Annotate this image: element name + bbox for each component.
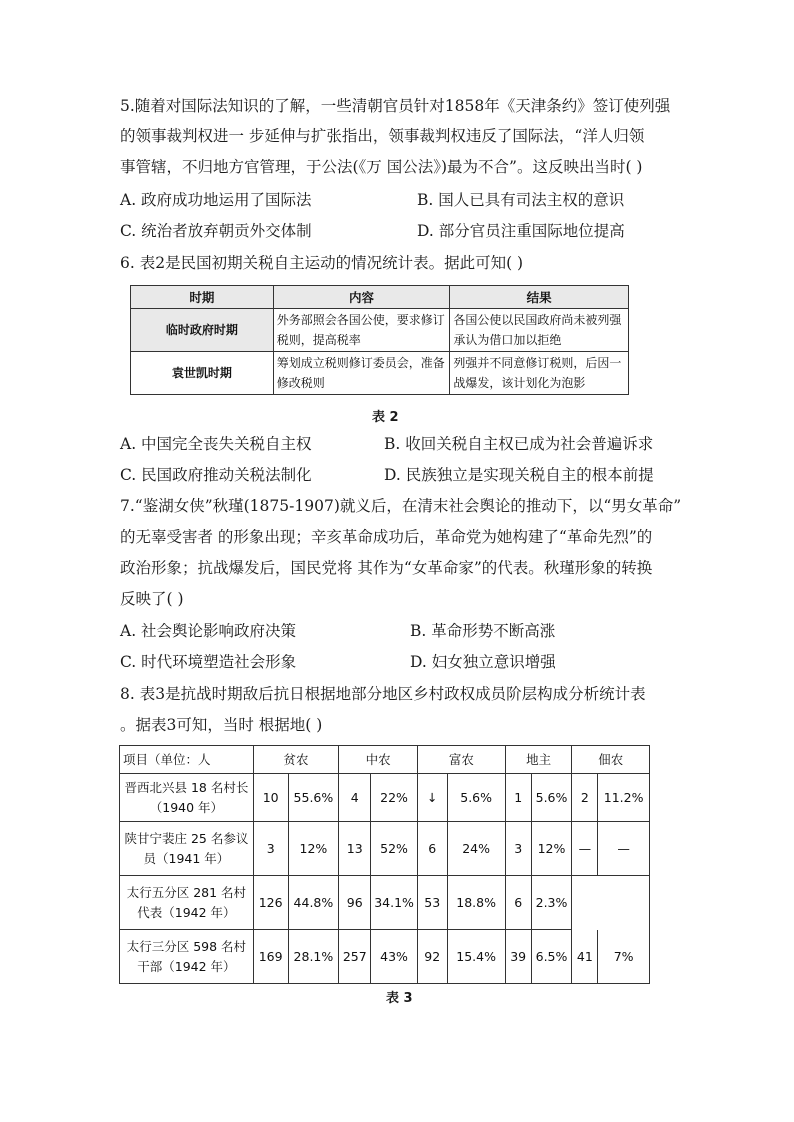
table-cell: 41	[572, 930, 598, 984]
table-cell: 12%	[531, 822, 572, 876]
table-cell: 6	[417, 822, 447, 876]
table-cell: 6.5%	[531, 930, 572, 984]
table-cell: 53	[417, 876, 447, 930]
table-cell: 1	[505, 774, 531, 822]
table-cell: 43%	[371, 930, 418, 984]
table-cell: 11.2%	[598, 774, 650, 822]
table-cell: 39	[505, 930, 531, 984]
q5-option-d[interactable]: D. 部分官员注重国际地位提高	[417, 222, 625, 240]
table-cell: 6	[505, 876, 531, 930]
table-2-result: 各国公使以民国政府尚未被列强承认为借口加以拒绝	[450, 309, 629, 352]
table-3-header-landlord: 地主	[505, 746, 572, 774]
q8-stem-line-2: 。据表3可知，当时 根据地( )	[120, 716, 323, 734]
table-cell: —	[598, 822, 650, 876]
table-row	[120, 930, 650, 984]
table-cell: 96	[339, 876, 371, 930]
table-3-item: 太行五分区 281 名村代表（1942 年）	[120, 876, 254, 930]
table-row	[120, 876, 650, 930]
table-cell: 44.8%	[288, 876, 339, 930]
q6-option-b[interactable]: B. 收回关税自主权已成为社会普遍诉求	[384, 435, 654, 453]
table-cell: 13	[339, 822, 371, 876]
table-2-content: 外务部照会各国公使，要求修订税则，提高税率	[273, 309, 450, 352]
table-cell: 12%	[288, 822, 339, 876]
table-cell: 24%	[447, 822, 505, 876]
table-3-caption: 表 3	[386, 991, 413, 1006]
table-2	[130, 285, 629, 395]
q7-stem-line-2: 的无辜受害者 的形象出现；辛亥革命成功后，革命党为她构建了“革命先烈”的	[120, 528, 653, 546]
table-3	[119, 745, 650, 984]
table-cell: 2	[572, 774, 598, 822]
table-2-period: 临时政府时期	[131, 309, 274, 352]
q5-option-a[interactable]: A. 政府成功地运用了国际法	[120, 191, 312, 209]
table-3-header-middle: 中农	[339, 746, 418, 774]
table-cell: ↓	[417, 774, 447, 822]
table-cell: 5.6%	[531, 774, 572, 822]
table-cell: 10	[253, 774, 288, 822]
q5-stem-line-1: 5.随着对国际法知识的了解，一些清朝官员针对1858年《天津条约》签订使列强	[120, 97, 671, 115]
table-cell: 169	[253, 930, 288, 984]
q5-option-c[interactable]: C. 统治者放弃朝贡外交体制	[120, 222, 312, 240]
table-cell: 52%	[371, 822, 418, 876]
table-cell	[572, 876, 598, 930]
q6-stem: 6. 表2是民国初期关税自主运动的情况统计表。据此可知( )	[120, 254, 524, 272]
table-3-item: 晋西北兴县 18 名村长（1940 年）	[120, 774, 254, 822]
table-3-header-rich: 富农	[417, 746, 505, 774]
table-cell: 18.8%	[447, 876, 505, 930]
q7-option-b[interactable]: B. 革命形势不断高涨	[410, 622, 556, 640]
table-3-header-row	[120, 746, 650, 774]
q7-option-d[interactable]: D. 妇女独立意识增强	[410, 653, 556, 671]
table-cell: 15.4%	[447, 930, 505, 984]
table-row	[120, 822, 650, 876]
table-2-result: 列强并不同意修订税则，后因一战爆发，该计划化为泡影	[450, 352, 629, 395]
table-cell	[598, 876, 650, 930]
table-row	[131, 309, 629, 352]
q7-option-a[interactable]: A. 社会舆论影响政府决策	[120, 622, 297, 640]
table-2-caption: 表 2	[372, 410, 399, 425]
table-cell: 22%	[371, 774, 418, 822]
table-cell: 257	[339, 930, 371, 984]
table-cell: 28.1%	[288, 930, 339, 984]
q7-stem-line-1: 7.“鉴湖女侠”秋瑾(1875-1907)就义后，在清末社会舆论的推动下，以“男女革命”	[120, 497, 682, 515]
table-cell: 55.6%	[288, 774, 339, 822]
table-cell: 2.3%	[531, 876, 572, 930]
q6-option-c[interactable]: C. 民国政府推动关税法制化	[120, 466, 312, 484]
q7-stem-line-3: 政治形象；抗战爆发后，国民党将 其作为“女革命家”的代表。秋瑾形象的转换	[120, 559, 653, 577]
table-3-header-tenant: 佃农	[572, 746, 650, 774]
table-cell: 5.6%	[447, 774, 505, 822]
table-3-header-poor: 贫农	[253, 746, 338, 774]
table-cell: 3	[253, 822, 288, 876]
table-cell: 7%	[598, 930, 650, 984]
table-cell: —	[572, 822, 598, 876]
q6-option-a[interactable]: A. 中国完全丧失关税自主权	[120, 435, 312, 453]
table-row	[120, 774, 650, 822]
q7-option-c[interactable]: C. 时代环境塑造社会形象	[120, 653, 297, 671]
table-2-header-period: 时期	[131, 286, 274, 309]
table-2-header-row	[131, 286, 629, 309]
table-3-item: 陕甘宁裴庄 25 名参议员（1941 年）	[120, 822, 254, 876]
table-2-header-content: 内容	[273, 286, 450, 309]
table-3-header-item: 项目（单位：人	[120, 746, 254, 774]
q8-stem-line-1: 8. 表3是抗战时期敌后抗日根据地部分地区乡村政权成员阶层构成分析统计表	[120, 685, 646, 703]
table-row	[131, 352, 629, 395]
table-cell: 34.1%	[371, 876, 418, 930]
table-cell: 126	[253, 876, 288, 930]
q5-stem-line-3: 事管辖，不归地方官管理，于公法(《万 国公法》)最为不合”。这反映出当时( )	[120, 158, 643, 176]
q5-option-b[interactable]: B. 国人已具有司法主权的意识	[417, 191, 625, 209]
table-2-content: 筹划成立税则修订委员会，准备修改税则	[273, 352, 450, 395]
q7-stem-line-4: 反映了( )	[120, 590, 184, 608]
q6-option-d[interactable]: D. 民族独立是实现关税自主的根本前提	[384, 466, 654, 484]
table-3-item: 太行三分区 598 名村干部（1942 年）	[120, 930, 254, 984]
table-2-header-result: 结果	[450, 286, 629, 309]
table-2-period: 袁世凯时期	[131, 352, 274, 395]
table-cell: 92	[417, 930, 447, 984]
table-cell: 3	[505, 822, 531, 876]
q5-stem-line-2: 的领事裁判权进一 步延伸与扩张指出，领事裁判权违反了国际法，“洋人归领	[120, 127, 645, 145]
table-cell: 4	[339, 774, 371, 822]
